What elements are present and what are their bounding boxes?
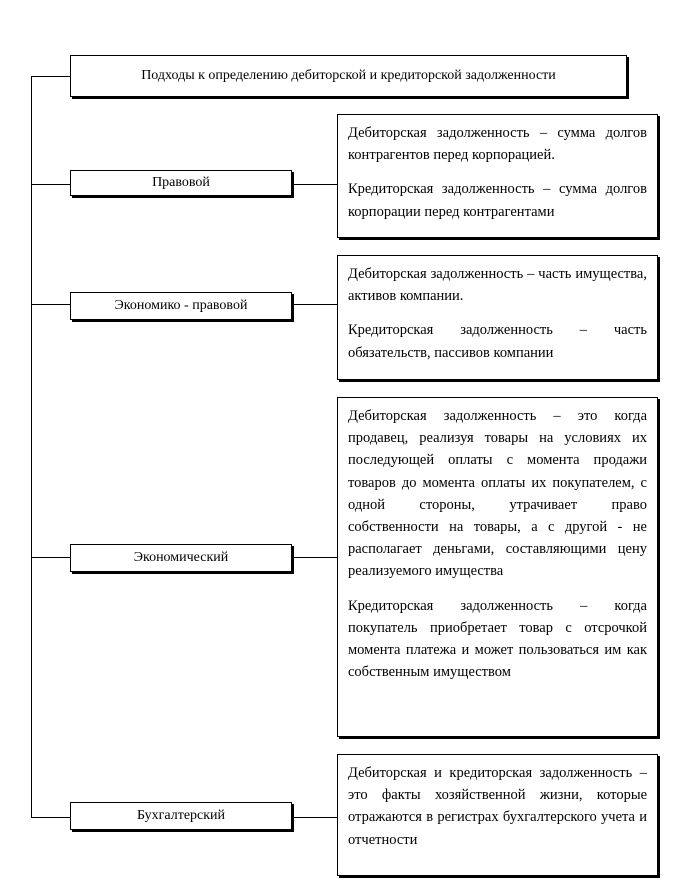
approach-connector-right-2	[292, 304, 337, 305]
approach-box-economic	[70, 544, 292, 572]
definition-box-accounting	[337, 754, 658, 876]
diagram-title-box	[70, 55, 627, 97]
approach-label: Бухгалтерский	[136, 808, 226, 823]
approach-box-legal	[70, 170, 292, 196]
approach-connector-right-3	[292, 557, 337, 558]
approach-connector-left-3	[31, 557, 70, 558]
receivables-payables-definition: Дебиторская и кредиторская задолженность – это факты хозяйственной жизни, которые отражаются в регистрах бухгалтерского учета и отчетности	[348, 765, 647, 848]
approach-connector-left-1	[31, 184, 70, 185]
approach-label: Правовой	[152, 175, 210, 190]
definition-box-legal	[337, 114, 658, 238]
payables-definition: Кредиторская задолженность – сумма долгов корпорации перед контрагентами	[348, 181, 647, 220]
diagram-title: Подходы к определению дебиторской и кредиторской задолженности	[141, 68, 556, 83]
payables-definition: Кредиторская задолженность – когда покупатель приобретает товар с отсрочкой момента платежа и может пользоваться им как собственным имуществом	[348, 597, 647, 681]
title-connector	[31, 76, 70, 77]
definition-box-economic-legal	[337, 255, 658, 380]
approach-connector-right-1	[292, 184, 337, 185]
approach-connector-left-4	[31, 817, 70, 818]
approach-connector-right-4	[292, 817, 337, 818]
main-connector-line	[31, 76, 32, 817]
approach-box-economic-legal	[70, 292, 292, 320]
receivables-definition: Дебиторская задолженность – сумма долгов контрагентов перед корпорацией.	[348, 125, 647, 164]
approach-label: Экономико - правовой	[114, 298, 248, 313]
approach-box-accounting	[70, 802, 292, 830]
definition-box-economic	[337, 397, 658, 737]
receivables-definition: Дебиторская задолженность – это когда продавец, реализуя товары на условиях их последующей оплаты с момента продажи товаров до момента оплаты их покупателем, с одной стороны, утрачивает право собственности на товары, а с другой - не располагает деньгами, составляющими цену реализуемого имущества	[348, 408, 647, 580]
approach-connector-left-2	[31, 304, 70, 305]
approach-label: Экономический	[133, 550, 229, 565]
payables-definition: Кредиторская задолженность – часть обязательств, пассивов компании	[348, 322, 647, 361]
receivables-definition: Дебиторская задолженность – часть имущества, активов компании.	[348, 266, 647, 305]
